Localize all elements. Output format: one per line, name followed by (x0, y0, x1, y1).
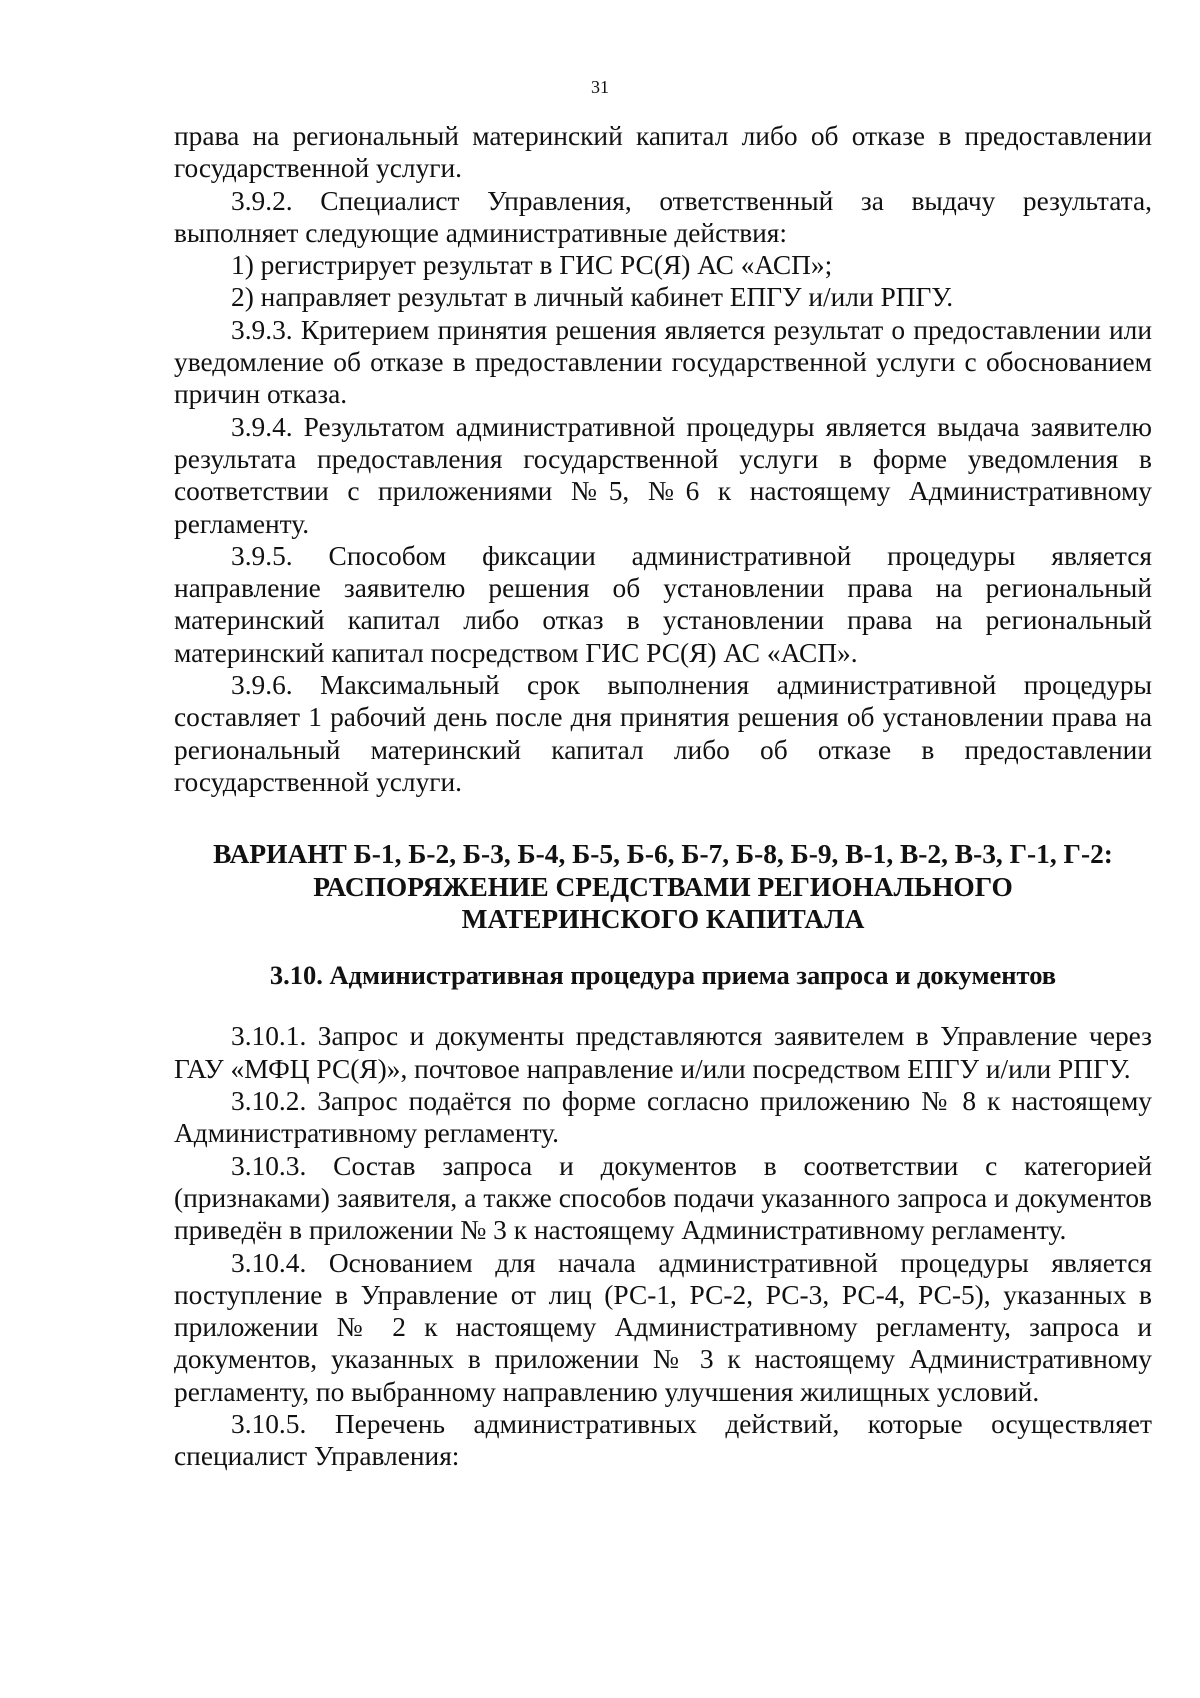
paragraph-3-10-4: 3.10.4. Основанием для начала административной процедуры является поступление в Управление от лиц (РС-1, РС-2, РС-3, РС-4, РС-5), указанных в приложении № 2 к настоящему Административному регламенту, запроса и документов, указанных в приложении № 3 к настоящему Административному регламенту, по выбранному направлению улучшения жилищных условий. (174, 1247, 1152, 1407)
variant-heading-line-2: РАСПОРЯЖЕНИЕ СРЕДСТВАМИ РЕГИОНАЛЬНОГО (313, 871, 1013, 902)
paragraph-3-9-6: 3.9.6. Максимальный срок выполнения административной процедуры составляет 1 рабочий день после дня принятия решения об установлении права на региональный материнский капитал либо об отказе в предоставлении государственной услуги. (174, 670, 1152, 797)
document-body (174, 120, 1152, 1473)
paragraph-3-10-5: 3.10.5. Перечень административных действий, которые осуществляет специалист Управления: (174, 1408, 1152, 1472)
paragraph-3-10-3: 3.10.3. Состав запроса и документов в соответствии с категорией (признаками) заявителя, а также способов подачи указанного запроса и документов приведён в приложении № 3 к настоящему Административному регламенту. (174, 1150, 1152, 1246)
paragraph-3-9-2: 3.9.2. Специалист Управления, ответственный за выдачу результата, выполняет следующие административные действия: (174, 185, 1152, 248)
paragraph-3-9-5: 3.9.5. Способом фиксации административной процедуры является направление заявителю решения об установлении права на региональный материнский капитал либо отказ в установлении права на региональный материнский капитал посредством ГИС РС(Я) АС «АСП». (174, 540, 1152, 668)
list-item-1: 1) регистрирует результат в ГИС РС(Я) АС «АСП»; (231, 250, 833, 281)
variant-heading-line-3: МАТЕРИНСКОГО КАПИТАЛА (461, 903, 865, 934)
variant-heading-line-1: ВАРИАНТ Б-1, Б-2, Б-3, Б-4, Б-5, Б-6, Б-7, Б-8, Б-9, В-1, В-2, В-3, Г-1, Г-2: (213, 839, 1113, 870)
paragraph-3-10-1: 3.10.1. Запрос и документы представляются заявителем в Управление через ГАУ «МФЦ РС(Я)», почтовое направление и/или посредством ЕПГУ и/или РПГУ. (174, 1021, 1152, 1084)
paragraph-continuation: права на региональный материнский капитал либо об отказе в предоставлении государственной услуги. (174, 121, 1152, 184)
paragraph-3-9-3: 3.9.3. Критерием принятия решения является результат о предоставлении или уведомление об отказе в предоставлении государственной услуги с обоснованием причин отказа. (174, 314, 1152, 410)
paragraph-3-10-2: 3.10.2. Запрос подаётся по форме согласно приложению № 8 к настоящему Административному регламенту. (174, 1086, 1152, 1149)
page-number: 31 (591, 77, 609, 97)
section-heading-3-10: 3.10. Административная процедура приема запроса и документов (269, 960, 1057, 991)
variant-heading (174, 838, 1152, 935)
paragraph-3-9-4: 3.9.4. Результатом административной процедуры является выдача заявителю результата предоставления государственной услуги в форме уведомления в соответствии с приложениями №5, №6 к настоящему Административному регламенту. (174, 411, 1152, 539)
list-item-2: 2) направляет результат в личный кабинет ЕПГУ и/или РПГУ. (231, 282, 954, 313)
